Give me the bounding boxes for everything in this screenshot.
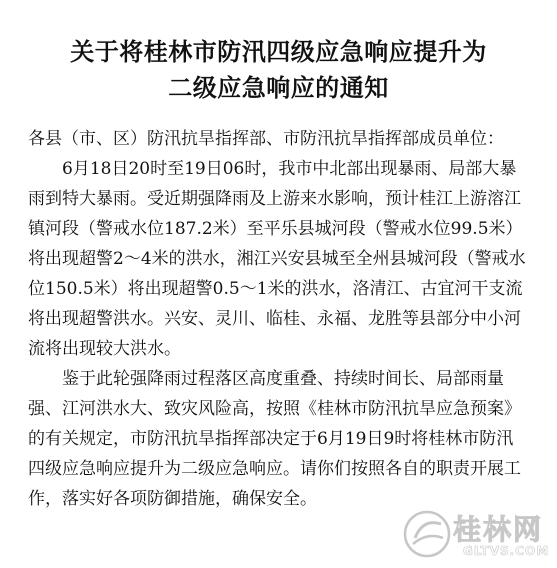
watermark-domain: GLTVS.COM [463, 544, 550, 558]
document-title [28, 34, 529, 106]
watermark-brand: 桂林网 [453, 513, 544, 546]
paragraph-flood-forecast: 6月18日20时至19日06时，我市中北部出现暴雨、局部大暴雨到特大暴雨。受近期强降雨及上游来水影响，预计桂江上游溶江镇河段（警戒水位187.2米）至平乐县城河段（警戒水位99.5米）将出现超警2～4米的洪水，湘江兴安县城至全州县城河段（警戒水位150.5米）将出现超警0.5～1米的洪水，洛清江、古宜河干支流将出现超警洪水。兴安、灵川、临桂、永福、龙胜等县部分中小河流将出现较大洪水。 [28, 159, 526, 359]
title-line-2: 二级应急响应的通知 [168, 73, 389, 102]
salutation: 各县（市、区）防汛抗旱指挥部、市防汛抗旱指挥部成员单位： [28, 129, 504, 149]
site-watermark [397, 504, 550, 562]
paragraph-response-upgrade: 鉴于此轮强降雨过程落区高度重叠、持续时间长、局部雨量强、江河洪水大、致灾风险高，按照《桂林市防汛抗旱应急预案》的有关规定，市防汛抗旱指挥部决定于6月19日9时将桂林市防汛四级应急响应提升为二级应急响应。请你们按照各自的职责开展工作，落实好各项防御措施，确保安全。 [28, 369, 521, 509]
watermark-logo-icon [397, 504, 457, 562]
title-line-1: 关于将桂林市防汛四级应急响应提升为 [70, 37, 487, 66]
